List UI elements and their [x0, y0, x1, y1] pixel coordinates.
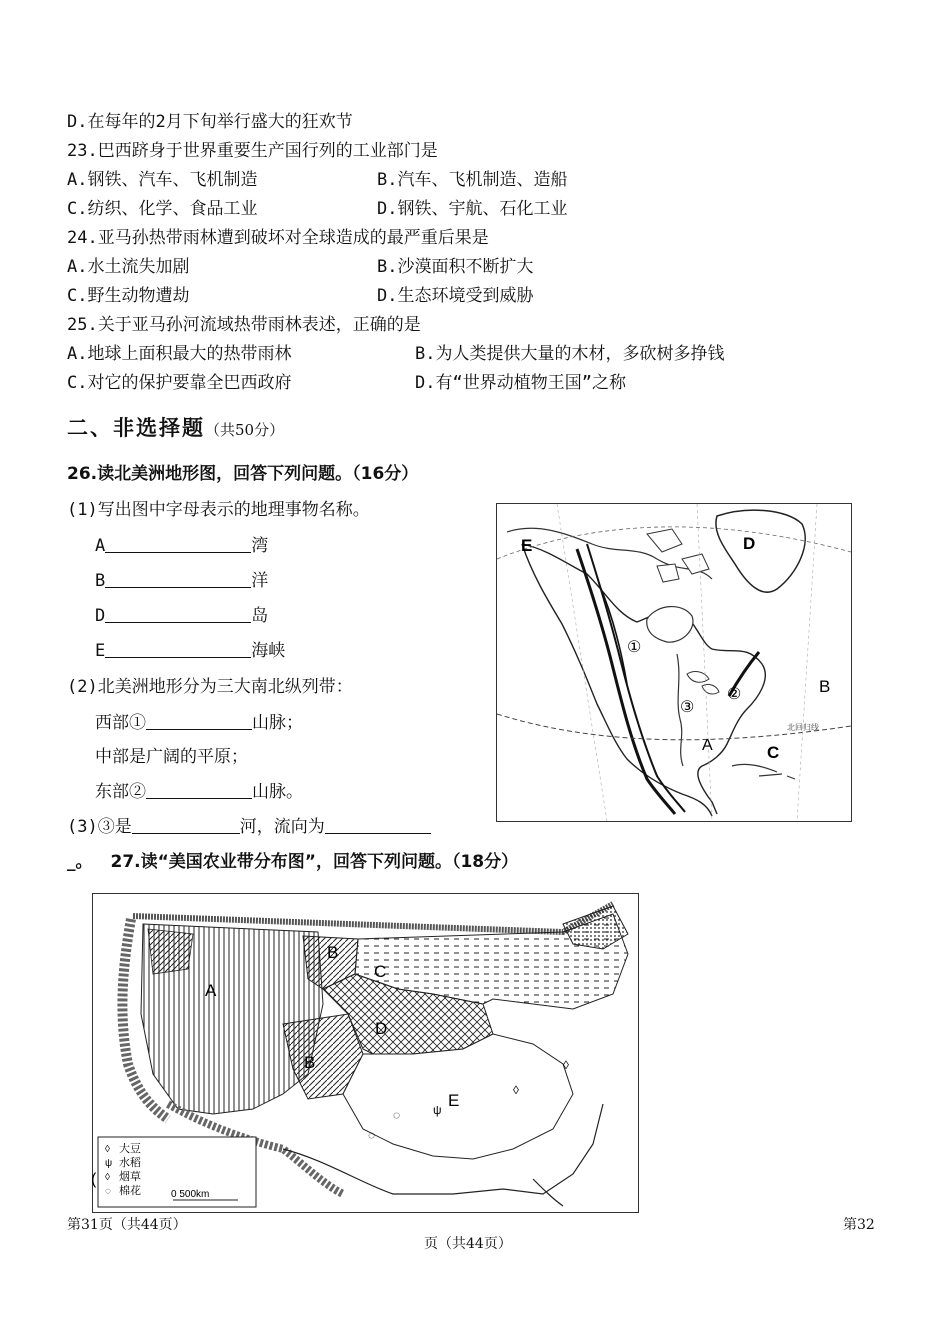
q26-west	[95, 712, 303, 734]
q27-stem: 27.读“美国农业带分布图”，回答下列问题。（18分）	[110, 852, 519, 872]
q26-p3-prefix: (3)③是	[67, 817, 132, 837]
q23-option-d: D.钢铁、宇航、石化工业	[377, 199, 568, 219]
us-agriculture-map-drawing	[93, 894, 638, 1212]
q23-option-c: C.纺织、化学、食品工业	[67, 199, 258, 219]
q22-option-d: D.在每年的2月下旬举行盛大的狂欢节	[67, 112, 353, 132]
q25-option-c: C.对它的保护要靠全巴西政府	[67, 373, 292, 393]
us-map-paren: (	[91, 1171, 97, 1188]
section-points: （共50分）	[205, 421, 285, 439]
q26-part2: (2)北美洲地形分为三大南北纵列带：	[67, 677, 353, 697]
footer-left: 第31页（共44页）	[67, 1217, 187, 1233]
q26-answer-d	[95, 605, 268, 627]
north-america-map	[496, 503, 852, 822]
q25-stem: 25.关于亚马孙河流域热带雨林表述，正确的是	[67, 315, 421, 335]
footer-right: 第32	[843, 1217, 875, 1233]
section-heading	[67, 412, 284, 442]
na-label-d: D	[743, 534, 756, 553]
q26-west-suffix: 山脉；	[252, 713, 303, 733]
us-label-a: A	[205, 981, 217, 1000]
us-tobacco-symbol: ◊	[513, 1083, 519, 1097]
q26-p3-tail: _。	[67, 852, 93, 872]
q23-option-a: A.钢铁、汽车、飞机制造	[67, 170, 258, 190]
q25-option-a: A.地球上面积最大的热带雨林	[67, 344, 292, 364]
us-label-b1: B	[327, 943, 339, 962]
q26-b-prefix: B	[95, 571, 106, 591]
us-label-c: C	[374, 962, 387, 981]
us-label-b2: B	[304, 1053, 316, 1072]
q26-b-blank[interactable]	[105, 571, 251, 588]
section-title: 二、非选择题	[67, 415, 205, 440]
q23-option-b: B.汽车、飞机制造、造船	[377, 170, 568, 190]
us-label-d: D	[375, 1019, 388, 1038]
q26-d-blank[interactable]	[105, 606, 251, 623]
legend-cotton: 棉花	[119, 1185, 141, 1197]
us-label-e: E	[448, 1091, 460, 1110]
q26-east-suffix: 山脉。	[252, 782, 303, 802]
q26-east	[95, 781, 303, 803]
na-label-3: ③	[680, 699, 695, 716]
legend-scale-label: 0 500km	[171, 1189, 210, 1200]
q26-a-prefix: A	[95, 536, 106, 556]
q26-river-blank[interactable]	[132, 817, 240, 834]
q26-e-prefix: E	[95, 641, 106, 661]
q26-part3	[67, 816, 431, 838]
q26-direction-blank[interactable]	[325, 817, 431, 834]
footer-center: 页（共44页）	[424, 1236, 512, 1252]
legend-soybean-icon: ◊	[105, 1144, 110, 1155]
us-agriculture-map	[92, 893, 639, 1213]
q24-option-c: C.野生动物遭劫	[67, 286, 190, 306]
q24-option-b: B.沙漠面积不断扩大	[377, 257, 534, 277]
q26-middle: 中部是广阔的平原；	[95, 747, 248, 767]
north-america-map-drawing	[497, 504, 851, 821]
us-soybean-symbol: ◊	[563, 1058, 569, 1072]
q26-answer-b	[95, 570, 268, 592]
q26-b-suffix: 洋	[251, 571, 269, 591]
q24-option-d: D.生态环境受到威胁	[377, 286, 534, 306]
na-label-e: E	[521, 536, 533, 555]
q26-a-blank[interactable]	[105, 536, 251, 553]
q26-e-suffix: 海峡	[251, 641, 286, 661]
q26-west-prefix: 西部①	[95, 713, 146, 733]
q25-option-d: D.有“世界动植物王国”之称	[415, 373, 626, 393]
na-label-b: B	[819, 677, 831, 696]
q26-west-blank[interactable]	[146, 713, 252, 730]
na-label-c: C	[767, 743, 780, 762]
q26-q27-line	[67, 851, 518, 873]
legend-rice-icon: ψ	[105, 1158, 113, 1169]
q26-answer-e	[95, 640, 285, 662]
na-label-1: ①	[627, 639, 642, 656]
q26-part1: (1)写出图中字母表示的地理事物名称。	[67, 500, 370, 520]
q23-stem: 23.巴西跻身于世界重要生产国行列的工业部门是	[67, 141, 438, 161]
legend-cotton-icon: ◌	[105, 1186, 111, 1197]
q26-east-blank[interactable]	[146, 782, 252, 799]
legend-tobacco-icon: ◊	[105, 1172, 110, 1183]
q25-option-b: B.为人类提供大量的木材，多砍树多挣钱	[415, 344, 725, 364]
na-label-2: ②	[727, 686, 742, 703]
q26-east-prefix: 东部②	[95, 782, 146, 802]
q24-option-a: A.水土流失加剧	[67, 257, 190, 277]
q26-answer-a	[95, 535, 268, 557]
us-rice-symbol: ψ	[433, 1103, 442, 1117]
q24-stem: 24.亚马孙热带雨林遭到破坏对全球造成的最严重后果是	[67, 228, 489, 248]
q26-d-suffix: 岛	[251, 606, 269, 626]
us-cotton-symbol-2: ◌	[393, 1108, 401, 1122]
us-map-legend	[98, 1137, 256, 1207]
legend-rice: 水稻	[119, 1157, 141, 1169]
q26-d-prefix: D	[95, 606, 106, 626]
legend-tobacco: 烟草	[119, 1171, 141, 1183]
na-label-tropic: 北回归线	[787, 723, 819, 732]
na-label-a: A	[702, 737, 713, 754]
q26-p3-mid: 河，流向为	[239, 817, 325, 837]
q26-e-blank[interactable]	[105, 641, 251, 658]
us-cotton-symbol-1: ◌	[368, 1128, 376, 1142]
q26-a-suffix: 湾	[251, 536, 269, 556]
q26-stem: 26.读北美洲地形图，回答下列问题。（16分）	[67, 464, 419, 484]
legend-soybean: 大豆	[119, 1143, 141, 1155]
